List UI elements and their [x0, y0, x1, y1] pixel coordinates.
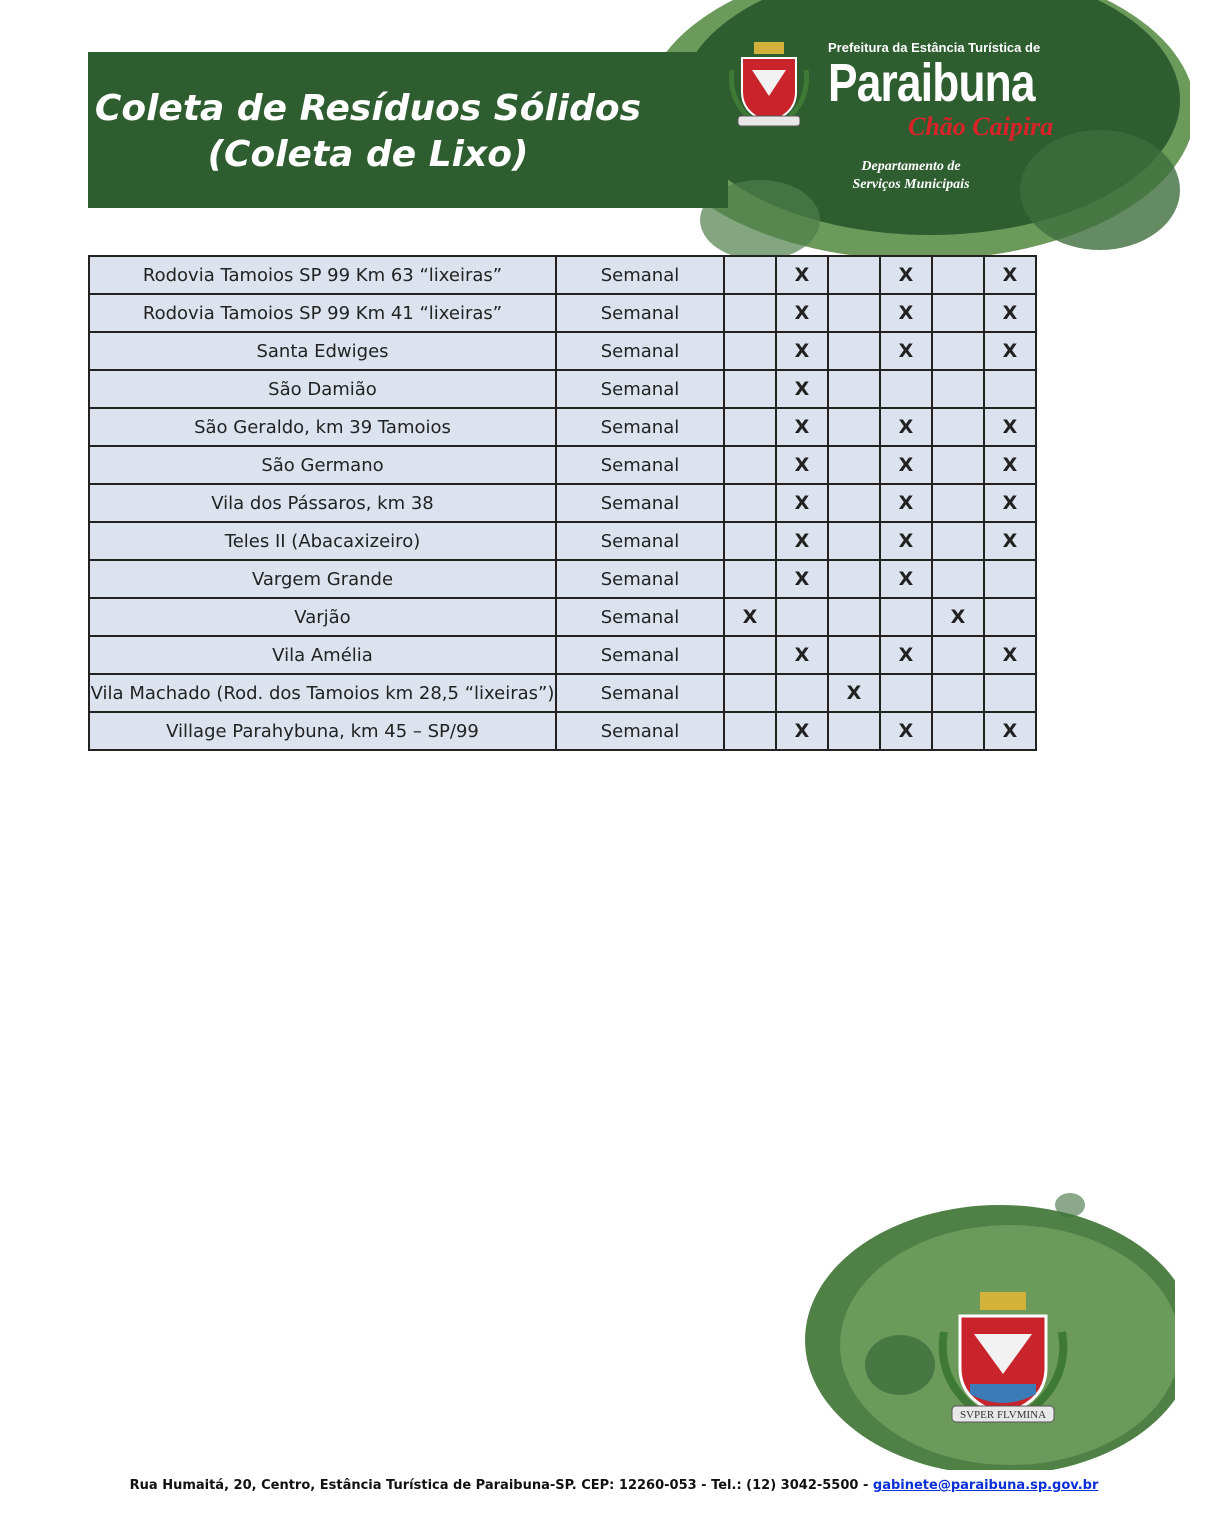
day-mark-cell: X: [880, 522, 932, 560]
location-cell: Village Parahybuna, km 45 – SP/99: [89, 712, 556, 750]
day-mark-cell: [828, 370, 880, 408]
day-mark-cell: [724, 370, 776, 408]
table-row: [89, 712, 1036, 750]
day-mark-cell: X: [776, 256, 828, 294]
day-mark-cell: [828, 522, 880, 560]
collection-schedule-table: [88, 255, 1037, 751]
day-mark-cell: [932, 408, 984, 446]
day-mark-cell: X: [880, 332, 932, 370]
day-mark-cell: X: [880, 256, 932, 294]
day-mark-cell: [932, 484, 984, 522]
schedule-body: [89, 256, 1036, 750]
day-mark-cell: [828, 294, 880, 332]
day-mark-cell: [932, 446, 984, 484]
day-mark-cell: X: [776, 332, 828, 370]
day-mark-cell: [932, 332, 984, 370]
day-mark-cell: [932, 674, 984, 712]
day-mark-cell: [828, 256, 880, 294]
day-mark-cell: [724, 636, 776, 674]
table-row: [89, 522, 1036, 560]
day-mark-cell: X: [880, 294, 932, 332]
frequency-cell: Semanal: [556, 370, 724, 408]
table-row: [89, 370, 1036, 408]
location-cell: São Germano: [89, 446, 556, 484]
day-mark-cell: [724, 712, 776, 750]
day-mark-cell: [828, 712, 880, 750]
frequency-cell: Semanal: [556, 712, 724, 750]
day-mark-cell: [828, 560, 880, 598]
day-mark-cell: X: [724, 598, 776, 636]
day-mark-cell: X: [776, 408, 828, 446]
day-mark-cell: [932, 522, 984, 560]
brand-tagline: Chão Caipira: [908, 112, 1054, 141]
day-mark-cell: [932, 636, 984, 674]
day-mark-cell: X: [880, 446, 932, 484]
day-mark-cell: [724, 484, 776, 522]
day-mark-cell: [724, 674, 776, 712]
title-line-2: (Coleta de Lixo): [207, 134, 529, 175]
department-label: [832, 158, 990, 194]
coat-of-arms-large-icon: [930, 1288, 1076, 1428]
page-title: [88, 86, 648, 178]
table-row: [89, 636, 1036, 674]
frequency-cell: Semanal: [556, 332, 724, 370]
day-mark-cell: [880, 674, 932, 712]
day-mark-cell: X: [880, 636, 932, 674]
day-mark-cell: X: [984, 332, 1036, 370]
day-mark-cell: X: [880, 408, 932, 446]
location-cell: Rodovia Tamoios SP 99 Km 63 “lixeiras”: [89, 256, 556, 294]
day-mark-cell: X: [776, 712, 828, 750]
table-row: [89, 484, 1036, 522]
frequency-cell: Semanal: [556, 522, 724, 560]
frequency-cell: Semanal: [556, 598, 724, 636]
day-mark-cell: X: [776, 522, 828, 560]
day-mark-cell: [880, 370, 932, 408]
brand-block: [828, 40, 1068, 141]
day-mark-cell: [828, 408, 880, 446]
day-mark-cell: [932, 256, 984, 294]
address-text: Rua Humaitá, 20, Centro, Estância Turística de Paraibuna-SP. CEP: 12260-053 - Tel.: (12) 3042-5500 -: [129, 1478, 873, 1493]
day-mark-cell: X: [776, 370, 828, 408]
day-mark-cell: X: [984, 294, 1036, 332]
location-cell: Rodovia Tamoios SP 99 Km 41 “lixeiras”: [89, 294, 556, 332]
location-cell: Vila dos Pássaros, km 38: [89, 484, 556, 522]
day-mark-cell: [828, 484, 880, 522]
day-mark-cell: [828, 446, 880, 484]
coat-of-arms-icon: [726, 40, 812, 134]
location-cell: São Damião: [89, 370, 556, 408]
brand-prefix: Prefeitura da Estância Turística de: [828, 40, 1041, 55]
day-mark-cell: [932, 294, 984, 332]
day-mark-cell: [984, 674, 1036, 712]
day-mark-cell: [984, 560, 1036, 598]
table-row: [89, 294, 1036, 332]
day-mark-cell: X: [776, 560, 828, 598]
day-mark-cell: X: [776, 484, 828, 522]
day-mark-cell: X: [984, 712, 1036, 750]
day-mark-cell: X: [932, 598, 984, 636]
day-mark-cell: [724, 446, 776, 484]
location-cell: Santa Edwiges: [89, 332, 556, 370]
day-mark-cell: X: [984, 484, 1036, 522]
day-mark-cell: [776, 598, 828, 636]
table-row: [89, 446, 1036, 484]
location-cell: Teles II (Abacaxizeiro): [89, 522, 556, 560]
day-mark-cell: [724, 560, 776, 598]
day-mark-cell: [932, 370, 984, 408]
title-line-1: Coleta de Resíduos Sólidos: [94, 88, 642, 129]
day-mark-cell: X: [984, 256, 1036, 294]
day-mark-cell: [776, 674, 828, 712]
day-mark-cell: X: [776, 446, 828, 484]
table-row: [89, 598, 1036, 636]
day-mark-cell: X: [776, 636, 828, 674]
day-mark-cell: [828, 636, 880, 674]
dept-line-2: Serviços Municipais: [852, 177, 970, 192]
frequency-cell: Semanal: [556, 408, 724, 446]
day-mark-cell: [724, 332, 776, 370]
frequency-cell: Semanal: [556, 560, 724, 598]
day-mark-cell: X: [828, 674, 880, 712]
motto-text: SVPER FLVMINA: [959, 1409, 1047, 1421]
dept-line-1: Departamento de: [861, 159, 961, 174]
frequency-cell: Semanal: [556, 674, 724, 712]
day-mark-cell: X: [776, 294, 828, 332]
footer-address: [0, 1478, 1228, 1493]
day-mark-cell: X: [880, 712, 932, 750]
frequency-cell: Semanal: [556, 294, 724, 332]
day-mark-cell: X: [984, 408, 1036, 446]
day-mark-cell: [828, 332, 880, 370]
day-mark-cell: [724, 522, 776, 560]
frequency-cell: Semanal: [556, 636, 724, 674]
day-mark-cell: X: [880, 484, 932, 522]
day-mark-cell: [932, 712, 984, 750]
location-cell: Vargem Grande: [89, 560, 556, 598]
email-link[interactable]: gabinete@paraibuna.sp.gov.br: [872, 1478, 1099, 1493]
frequency-cell: Semanal: [556, 256, 724, 294]
location-cell: Vila Amélia: [89, 636, 556, 674]
table-row: [89, 408, 1036, 446]
table-row: [89, 332, 1036, 370]
brand-name: Paraibuna: [828, 53, 1035, 113]
table-row: [89, 560, 1036, 598]
day-mark-cell: [828, 598, 880, 636]
location-cell: São Geraldo, km 39 Tamoios: [89, 408, 556, 446]
day-mark-cell: [984, 370, 1036, 408]
day-mark-cell: [724, 294, 776, 332]
day-mark-cell: X: [880, 560, 932, 598]
frequency-cell: Semanal: [556, 484, 724, 522]
day-mark-cell: [880, 598, 932, 636]
location-cell: Varjão: [89, 598, 556, 636]
table-row: [89, 256, 1036, 294]
day-mark-cell: [932, 560, 984, 598]
day-mark-cell: [984, 598, 1036, 636]
location-cell: Vila Machado (Rod. dos Tamoios km 28,5 “lixeiras”): [89, 674, 556, 712]
table-row: [89, 674, 1036, 712]
day-mark-cell: X: [984, 446, 1036, 484]
day-mark-cell: [724, 408, 776, 446]
frequency-cell: Semanal: [556, 446, 724, 484]
day-mark-cell: [724, 256, 776, 294]
day-mark-cell: X: [984, 636, 1036, 674]
day-mark-cell: X: [984, 522, 1036, 560]
